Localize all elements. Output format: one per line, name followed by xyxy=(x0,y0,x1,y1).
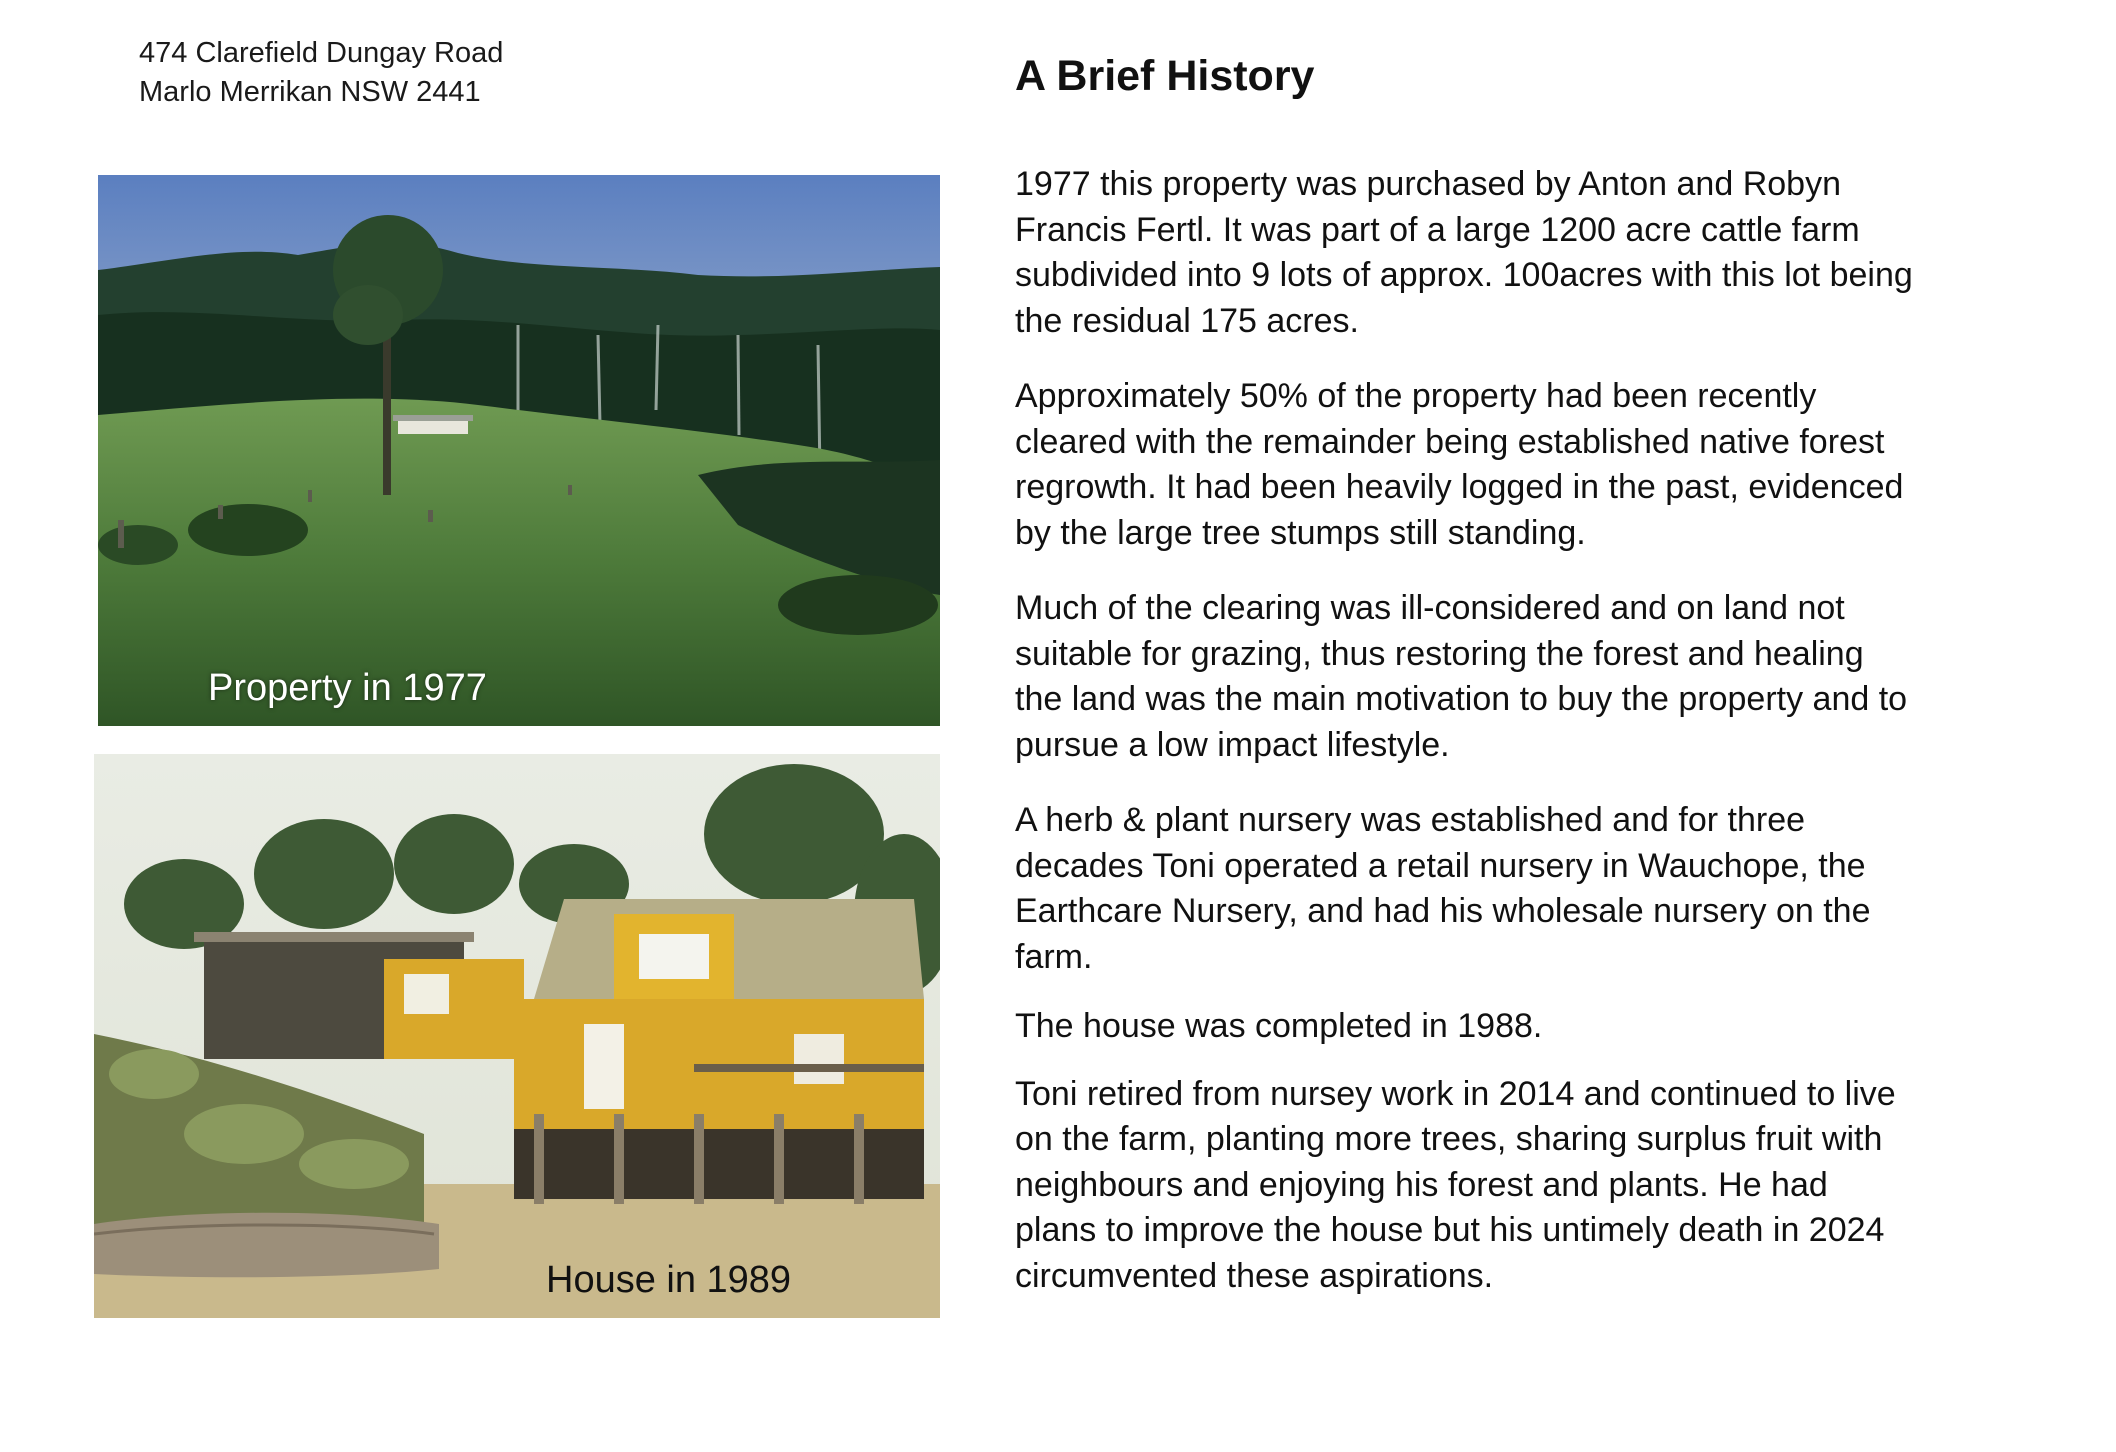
history-paragraph: The house was completed in 1988. xyxy=(1015,1007,1543,1045)
house-1989-photo xyxy=(94,754,940,1318)
history-paragraph: Much of the clearing was ill-considered and on land not suitable for grazing, thus restoring the forest and healing the land was the main motivation to buy the property and to pursue a low impact lifestyle. xyxy=(1015,589,1908,764)
history-text xyxy=(1015,162,1915,1299)
property-1977-photo xyxy=(98,175,940,726)
history-title: A Brief History xyxy=(1015,52,1315,100)
property-1977-caption: Property in 1977 xyxy=(208,667,487,709)
house-1989-caption: House in 1989 xyxy=(546,1259,792,1301)
house-image xyxy=(94,754,940,1318)
history-paragraph: A herb & plant nursery was established and for three decades Toni operated a retail nursery in Wauchope, the Earthcare Nursery, and had his wholesale nursery on the farm. xyxy=(1015,801,1871,976)
address-line-2: Marlo Merrikan NSW 2441 xyxy=(139,76,481,108)
property-landscape-image xyxy=(98,175,940,726)
history-paragraph: 1977 this property was purchased by Anton and Robyn Francis Fertl. It was part of a large 1200 acre cattle farm subdivided into 9 lots of approx. 100acres with this lot being the residual 175 acres. xyxy=(1015,165,1913,340)
address-line-1: 474 Clarefield Dungay Road xyxy=(139,37,504,69)
address-block xyxy=(139,34,503,112)
history-paragraph: Approximately 50% of the property had been recently cleared with the remainder being established native forest regrowth. It had been heavily logged in the past, evidenced by the large tree stumps still standing. xyxy=(1015,377,1904,552)
history-paragraph: Toni retired from nursey work in 2014 and continued to live on the farm, planting more trees, sharing surplus fruit with neighbours and enjoying his forest and plants. He had plans to improve the house but his untimely death in 2024 circumvented these aspirations. xyxy=(1015,1074,1896,1295)
